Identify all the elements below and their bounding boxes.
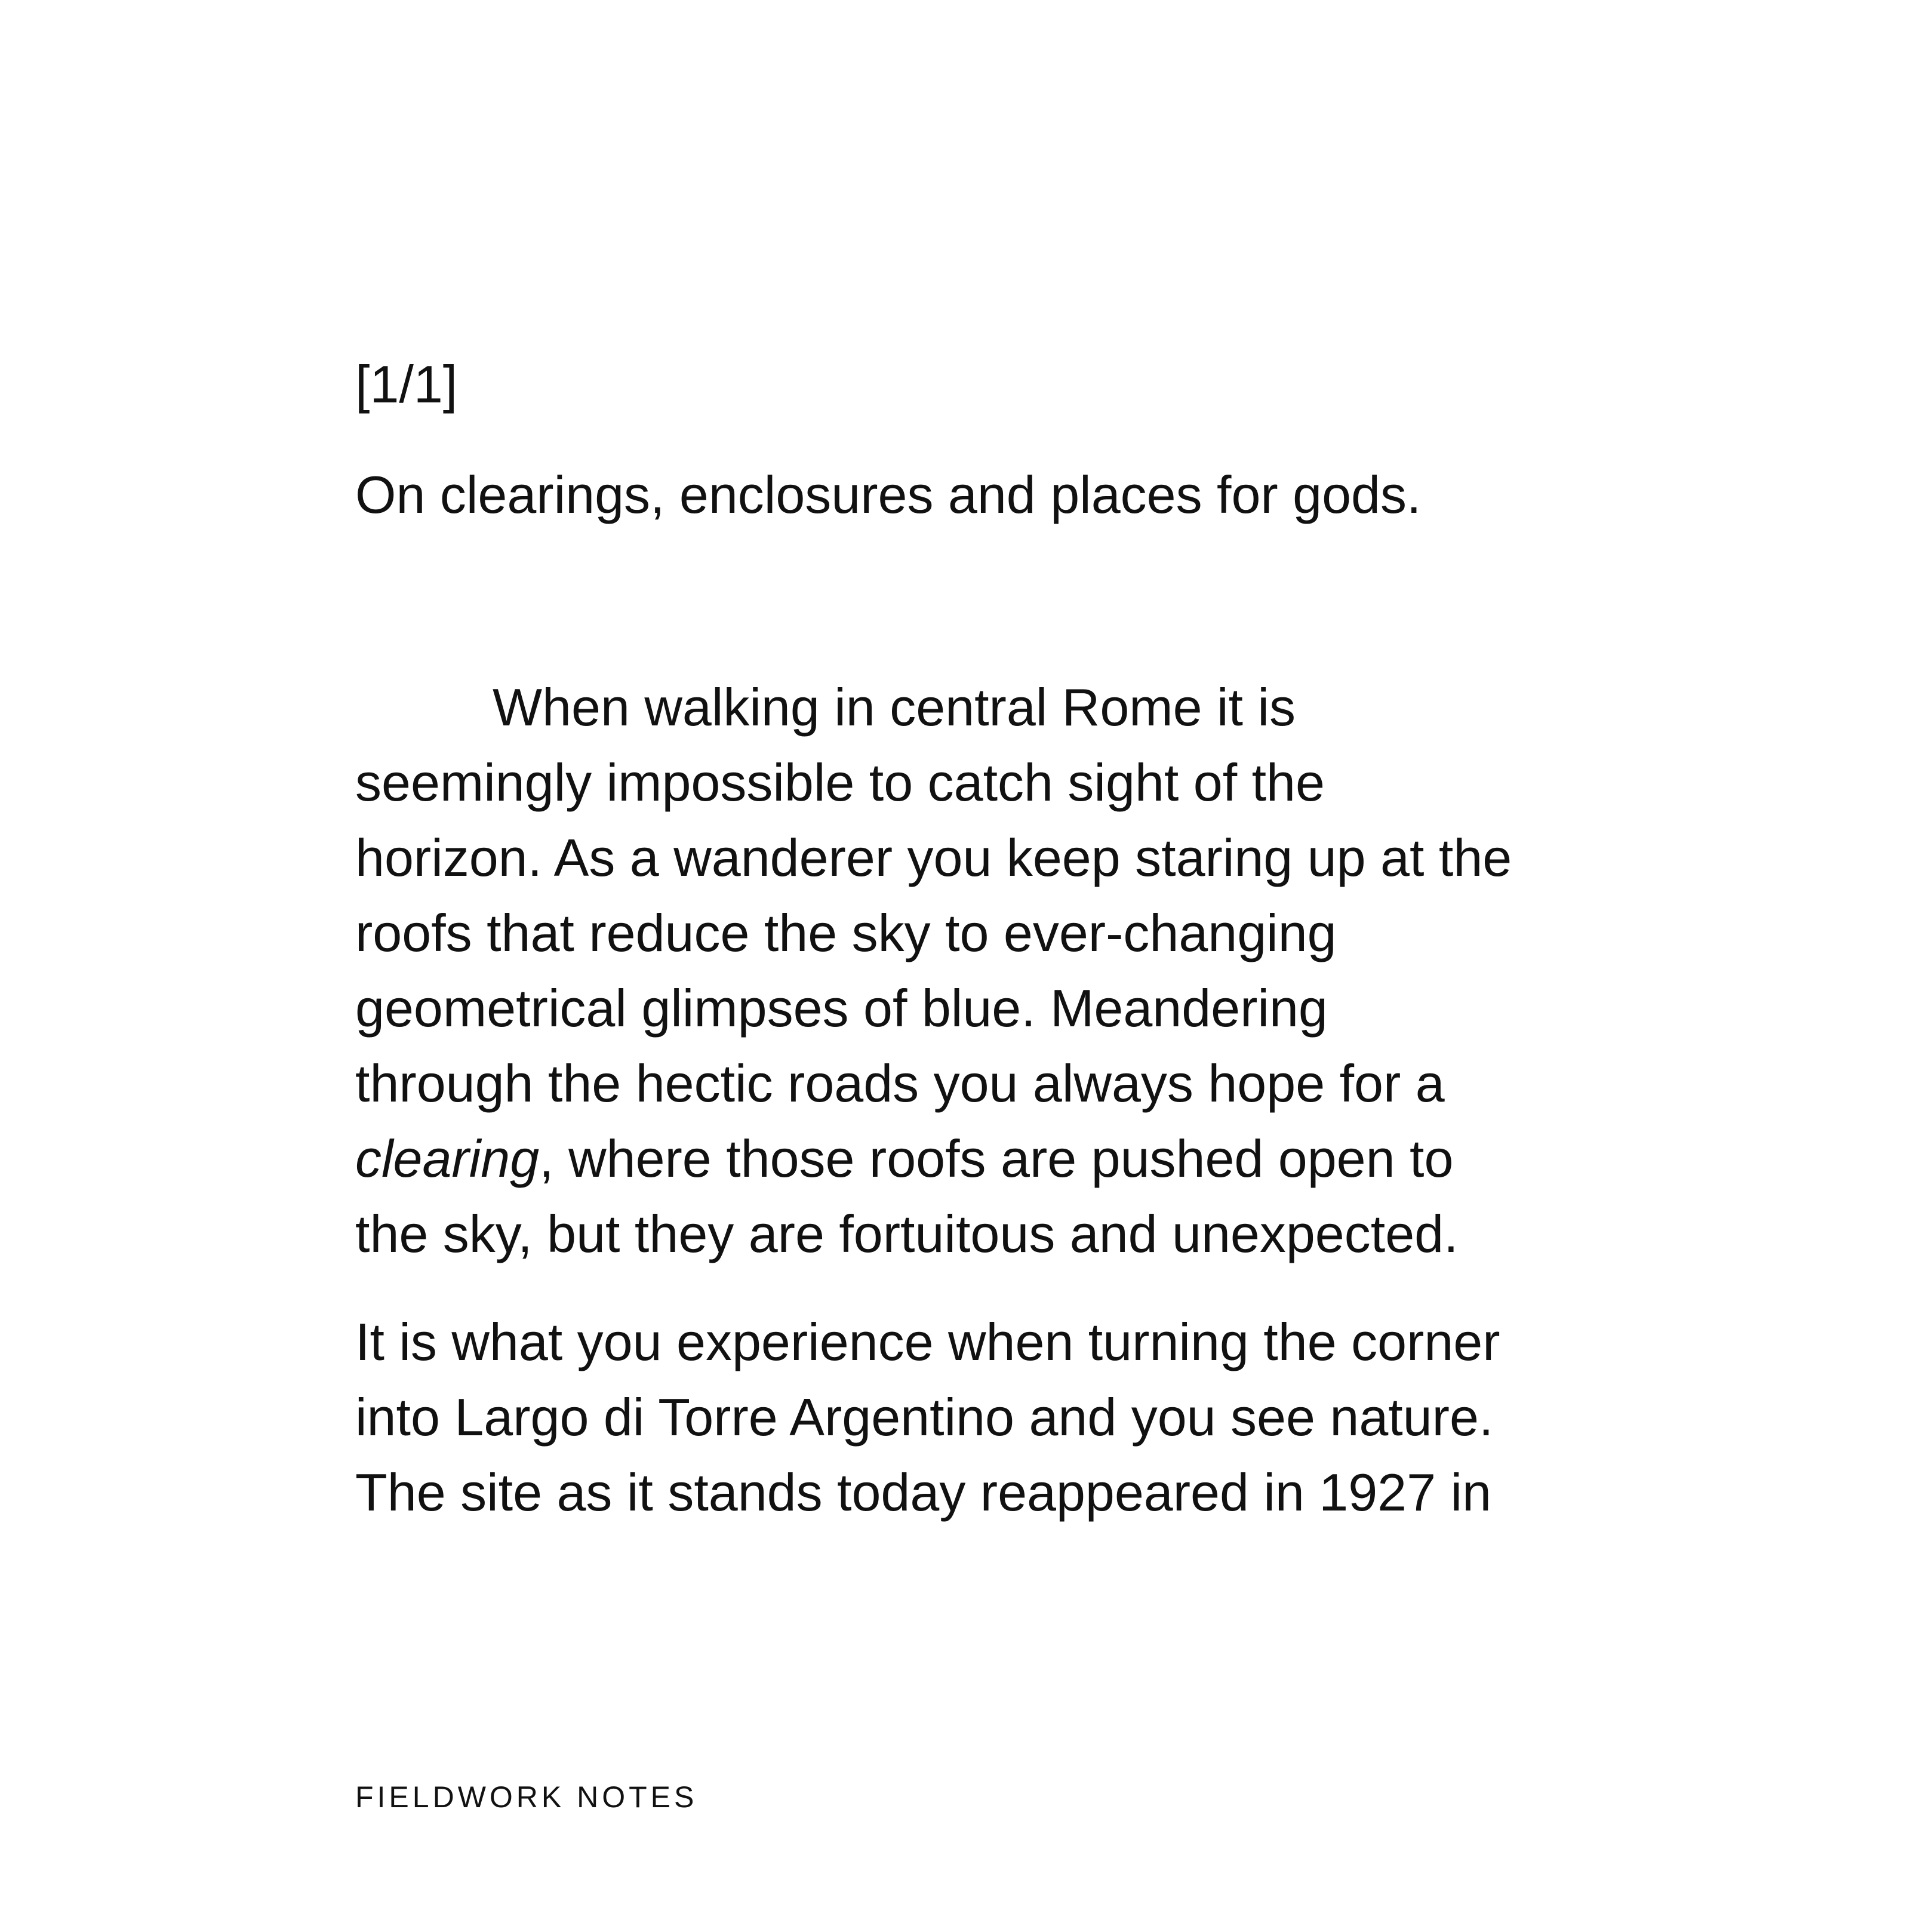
paragraph-line <box>355 670 1609 745</box>
body-paragraph-2 <box>355 1305 1609 1530</box>
paragraph-line: roofs that reduce the sky to ever-changing <box>355 903 1337 962</box>
body-paragraph-1 <box>355 670 1609 1272</box>
footer-label: FIELDWORK NOTES <box>355 1780 698 1814</box>
paragraph-line: seemingly impossible to catch sight of the <box>355 753 1325 812</box>
italic-term-clearing: clearing <box>355 1129 540 1188</box>
paragraph-line: horizon. As a wanderer you keep staring up at the <box>355 828 1512 887</box>
paragraph-line: It is what you experience when turning the corner <box>355 1312 1500 1371</box>
section-title: On clearings, enclosures and places for gods. <box>355 465 1422 524</box>
paragraph-line: the sky, but they are fortuitous and unexpected. <box>355 1204 1459 1263</box>
paragraph-line-text: , where those roofs are pushed open to <box>539 1129 1454 1188</box>
paragraph-line: through the hectic roads you always hope for a <box>355 1054 1445 1113</box>
paragraph-line <box>355 1121 1609 1196</box>
paragraph-line-text: When walking in central Rome it is <box>493 678 1296 737</box>
paragraph-line: geometrical glimpses of blue. Meandering <box>355 979 1328 1038</box>
paragraph-line: The site as it stands today reappeared in 1927 in <box>355 1463 1491 1522</box>
paragraph-line: into Largo di Torre Argentino and you see nature. <box>355 1388 1494 1447</box>
page-counter: [1/1] <box>355 355 458 414</box>
